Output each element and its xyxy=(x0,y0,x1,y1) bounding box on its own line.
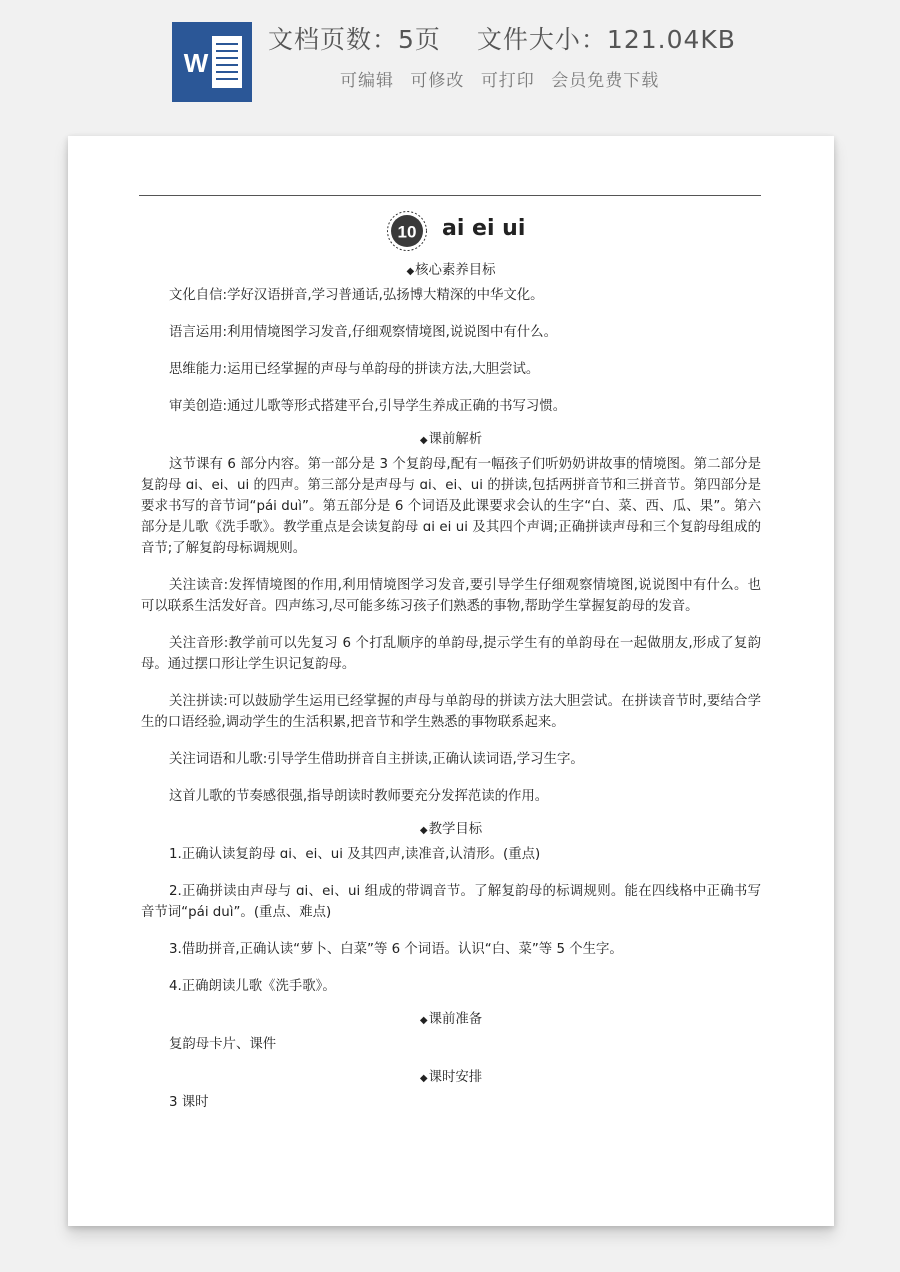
feature-printable: 可打印 xyxy=(480,71,535,91)
feature-editable: 可编辑 xyxy=(340,71,394,91)
file-meta xyxy=(268,20,828,60)
teaching-goal-4: 4.正确朗读儿歌《洗手歌》。 xyxy=(169,979,336,994)
word-file-icon xyxy=(172,22,252,102)
prep-materials: 复韵母卡片、课件 xyxy=(169,1037,277,1052)
section-heading-core: ◆核心素养目标 xyxy=(406,263,496,278)
section-heading-goals: ◆教学目标 xyxy=(419,822,483,837)
analysis-spelling: 关注拼读:可以鼓励学生运用已经掌握的声母与单韵母的拼读方法大胆尝试。在拼读音节时,要结合学生的口语经验,调动学生的生活积累,把音节和学生熟悉的事物联系起来。 xyxy=(141,694,761,730)
analysis-shape: 关注音形:教学前可以先复习 6 个打乱顺序的单韵母,提示学生有的单韵母在一起做朋友,形成了复韵母。通过摆口形让学生识记复韵母。 xyxy=(141,636,761,672)
core-goal-culture: 文化自信:学好汉语拼音,学习普通话,弘扬博大精深的中华文化。 xyxy=(169,288,544,303)
teaching-goal-3: 3.借助拼音,正确认读“萝卜、白菜”等 6 个词语。认识“白、菜”等 5 个生字。 xyxy=(169,942,623,957)
feature-free-download: 会员免费下载 xyxy=(551,71,660,91)
word-logo-letter: W xyxy=(183,48,209,78)
feature-list xyxy=(340,66,740,92)
core-goal-thinking: 思维能力:运用已经掌握的声母与单韵母的拼读方法,大胆尝试。 xyxy=(169,362,540,377)
page-count-label: 文档页数：5页 xyxy=(268,25,441,54)
file-size-label: 文件大小：121.04KB xyxy=(476,25,736,54)
analysis-overview: 这节课有 6 部分内容。第一部分是 3 个复韵母,配有一幅孩子们听奶奶讲故事的情境图。第二部分是复韵母 ɑi、ei、ui 的四声。第三部分是声母与 ɑi、ei、ui 的拼读,包括两拼音节和三拼音节。第四部分是要求书写的音节词“pái duì”。第五部分是 6 个词语及此课要求会认的生字“白、菜、西、瓜、果”。第六部分是儿歌《洗手歌》。教学重点是会读复韵母 ɑi ei ui 及其四个声调;正确拼读声母和三个复韵母组成的音节;了解复韵母标调规则。 xyxy=(141,457,761,556)
analysis-pronunciation: 关注读音:发挥情境图的作用,利用情境图学习发音,要引导学生仔细观察情境图,说说图中有什么。也可以联系生活发好音。四声练习,尽可能多练习孩子们熟悉的事物,帮助学生掌握复韵母的发音。 xyxy=(141,578,761,614)
lesson-title: ai ei ui xyxy=(442,216,526,241)
lesson-number-badge xyxy=(386,210,428,252)
section-heading-prep: ◆课前准备 xyxy=(419,1012,483,1027)
section-heading-analysis: ◆课前解析 xyxy=(419,432,483,447)
schedule-periods: 3 课时 xyxy=(169,1095,209,1110)
analysis-words-song: 关注词语和儿歌:引导学生借助拼音自主拼读,正确认读词语,学习生字。 xyxy=(169,752,584,767)
teaching-goal-2: 2.正确拼读由声母与 ɑi、ei、ui 组成的带调音节。了解复韵母的标调规则。能在四线格中正确书写音节词“pái duì”。(重点、难点) xyxy=(141,884,761,920)
lesson-heading xyxy=(386,210,546,254)
document-body xyxy=(141,260,761,1129)
analysis-rhythm: 这首儿歌的节奏感很强,指导朗读时教师要充分发挥范读的作用。 xyxy=(169,789,549,804)
document-page xyxy=(68,136,834,1226)
lesson-number: 10 xyxy=(397,222,417,242)
section-heading-schedule: ◆课时安排 xyxy=(419,1070,483,1085)
core-goal-language: 语言运用:利用情境图学习发音,仔细观察情境图,说说图中有什么。 xyxy=(169,325,557,340)
core-goal-aesthetic: 审美创造:通过儿歌等形式搭建平台,引导学生养成正确的书写习惯。 xyxy=(169,399,567,414)
teaching-goal-1: 1.正确认读复韵母 ɑi、ei、ui 及其四声,读准音,认清形。(重点) xyxy=(169,847,541,862)
header-rule xyxy=(139,195,761,196)
feature-modifiable: 可修改 xyxy=(410,71,465,91)
